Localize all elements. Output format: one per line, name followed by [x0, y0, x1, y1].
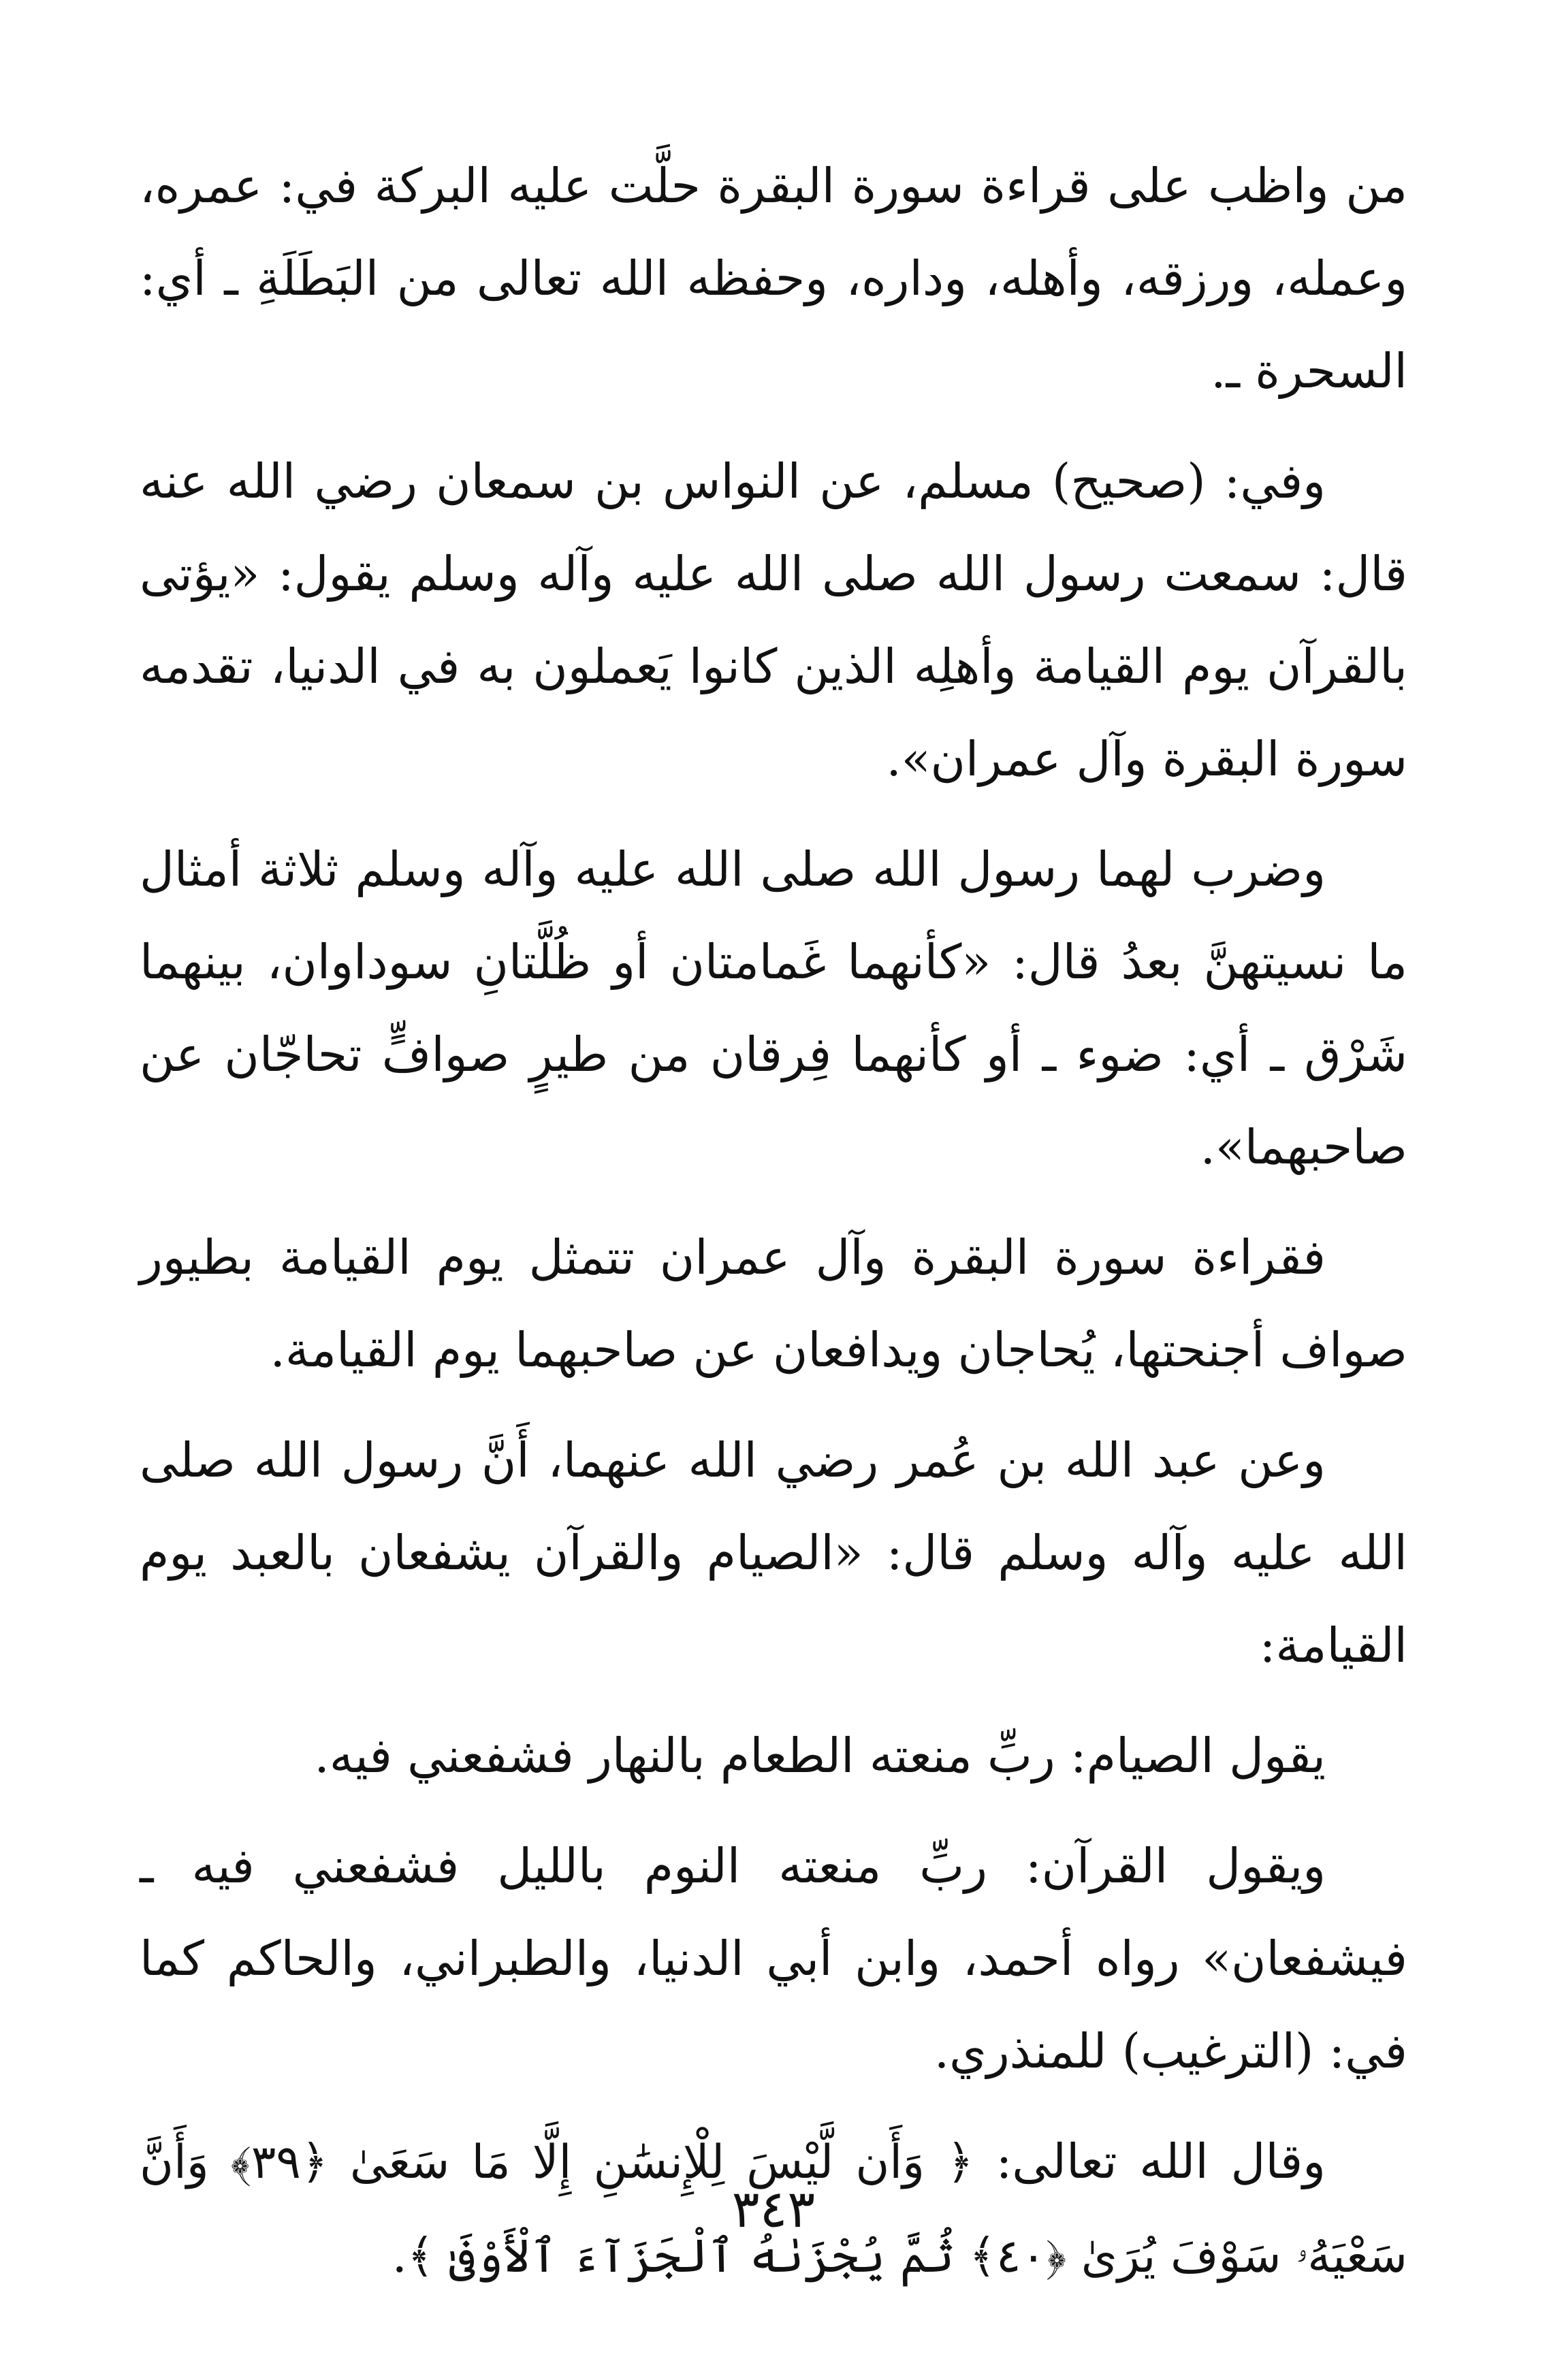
- paragraph-quran-intercession: ويقول القرآن: ربِّ منعته النوم بالليل فشفعني فيه ـ فيشفعان» رواه أحمد، وابن أبي الدنيا، والطبراني، والحاكم كما في: (الترغيب) للمنذري.: [140, 1838, 1407, 2079]
- verse-intro: وقال الله تعالى:: [973, 2134, 1326, 2189]
- paragraph-fasting-intercession: يقول الصيام: ربِّ منعته الطعام بالنهار فشفعني فيه.: [314, 1728, 1326, 1784]
- paragraph-birds-explanation: فقراءة سورة البقرة وآل عمران تتمثل يوم القيامة بطيور صواف أجنحتها، يُحاجان ويدافعان عن صاحبهما يوم القيامة.: [140, 1229, 1407, 1378]
- verse-end: .: [392, 2228, 407, 2283]
- page-body: [140, 140, 1407, 2380]
- paragraph-ibn-umar-hadith: وعن عبد الله بن عُمر رضي الله عنهما، أَنَّ رسول الله صلى الله عليه وآله وسلم قال: «الصيام والقرآن يشفعان بالعبد يوم القيامة:: [140, 1432, 1407, 1673]
- page-number: ٣٤٣: [731, 2178, 816, 2239]
- paragraph-baqarah-blessing: من واظب على قراءة سورة البقرة حلَّت عليه البركة في: عمره، وعمله، ورزقه، وأهله، وداره، وحفظه الله تعالى من البَطَلَةِ ـ أي: السحرة ـ.: [140, 158, 1407, 399]
- paragraph-nawwas-hadith: وفي: (صحيح) مسلم، عن النواس بن سمعان رضي الله عنه قال: سمعت رسول الله صلى الله عليه وآله وسلم يقول: «يؤتى بالقرآن يوم القيامة وأهلِه الذين كانوا يَعملون به في الدنيا، تقدمه سورة البقرة وآل عمران».: [140, 453, 1407, 787]
- verse-text: ﴿ وَأَن لَّيْسَ لِلْإِنسَٰنِ إِلَّا مَا سَعَىٰ ﴿٣٩﴾ وَأَنَّ سَعْيَهُۥ سَوْفَ يُرَىٰ ﴿٤٠﴾ ثُمَّ يُجْزَىٰهُ ٱلْجَزَآءَ ٱلْأَوْفَىٰ ﴾: [140, 2136, 1407, 2283]
- paragraph-three-parables: وضرب لهما رسول الله صلى الله عليه وآله وسلم ثلاثة أمثال ما نسيتهنَّ بعدُ قال: «كأنهما غَمامتان أو ظُلَّتانِ سوداوان، بينهما شَرْق ـ أي: ضوء ـ أو كأنهما فِرقان من طيرٍ صوافٍّ تحاجّان عن صاحبهما».: [140, 841, 1407, 1175]
